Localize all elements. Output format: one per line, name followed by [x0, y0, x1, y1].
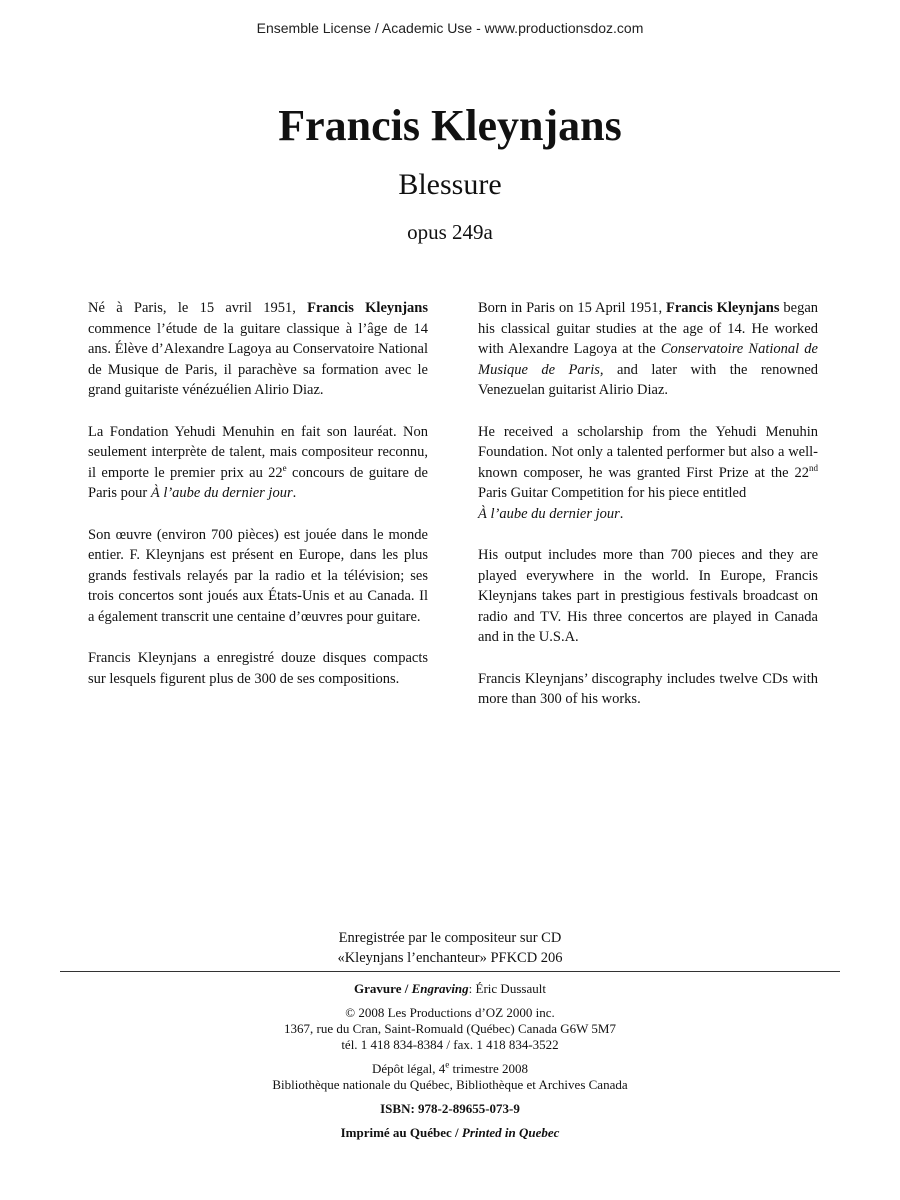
legal-deposit: Dépôt légal, 4e trimestre 2008 Bibliothèque nationale du Québec, Bibliothèque et Archives Canada: [272, 1059, 628, 1092]
institution-name: Conservatoire National de Musique de Paris,: [478, 341, 818, 378]
english-paragraph-1: Born in Paris on 15 April 1951, Francis Kleynjans began his classical guitar studies at the age of 14. He worked with Alexandre Lagoya at the Conservatoire National de Musique de Paris, and later with the renowned Venezuelan guitarist Alirio Diaz.: [478, 300, 819, 398]
composer-name: Francis Kleynjans: [278, 101, 622, 150]
french-paragraph-2: La Fondation Yehudi Menuhin en fait son lauréat. Non seulement interprète de talent, mais compositeur reconnu, il emporte le premier prix au 22e concours de guitare de Paris pour À l’aube du dernier jour.: [88, 423, 428, 501]
isbn: ISBN: 978-2-89655-073-9: [380, 1101, 520, 1116]
french-biography: [88, 298, 428, 710]
work-title: Blessure: [398, 168, 502, 201]
french-paragraph-4: Francis Kleynjans a enregistré douze disques compacts sur lesquels figurent plus de 300 de ses compositions.: [88, 650, 428, 687]
french-paragraph-3: Son œuvre (environ 700 pièces) est jouée dans le monde entier. F. Kleynjans est présent en Europe, dans les plus grands festivals relayés par la radio et la télévision; ses trois concertos sont joués aux États-Unis et au Canada. Il a également transcrit une centaine d’œuvres pour guitare.: [88, 526, 428, 625]
french-paragraph-1: Né à Paris, le 15 avril 1951, Francis Kleynjans commence l’étude de la guitare classique à l’âge de 14 ans. Élève d’Alexandre Lagoya au Conservatoire National de Musique de Paris, il parachève sa formation avec le grand guitariste vénézuélien Alirio Diaz.: [88, 300, 428, 398]
english-paragraph-4: Francis Kleynjans’ discography includes twelve CDs with more than 300 of his works.: [478, 670, 818, 707]
publisher-info: © 2008 Les Productions d’OZ 2000 inc. 1367, rue du Cran, Saint-Romuald (Québec) Canada G6W 5M7 tél. 1 418 834-8384 / fax. 1 418 834-3522: [284, 1005, 616, 1052]
recording-note: Enregistrée par le compositeur sur CD «Kleynjans l’enchanteur» PFKCD 206: [337, 930, 563, 966]
piece-title: À l’aube du dernier jour: [150, 485, 293, 501]
license-header: Ensemble License / Academic Use - www.productionsdoz.com: [256, 20, 644, 36]
publication-credits: [0, 981, 900, 1149]
opus-number: opus 249a: [407, 220, 493, 244]
english-paragraph-2: He received a scholarship from the Yehudi Menuhin Foundation. Not only a talented performer but also a well-known composer, he was granted First Prize at the 22nd Paris Guitar Competition for his piece entitled À l’aube du dernier jour.: [478, 423, 818, 522]
printed-in: Imprimé au Québec / Printed in Quebec: [340, 1125, 560, 1140]
composer-name-bold: Francis Kleynjans: [307, 300, 428, 316]
engraving-credit: Gravure / Engraving: Éric Dussault: [354, 981, 546, 996]
english-biography: [478, 298, 818, 731]
piece-title: À l’aube du dernier jour: [478, 505, 620, 522]
english-paragraph-3: His output includes more than 700 pieces and they are played everywhere in the world. In Europe, Francis Kleynjans takes part in prestigious festivals broadcast on radio and TV. His three concertos are played in Canada and in the U.S.A.: [478, 547, 818, 645]
composer-name-bold: Francis Kleynjans: [666, 300, 780, 316]
divider: [60, 971, 840, 972]
